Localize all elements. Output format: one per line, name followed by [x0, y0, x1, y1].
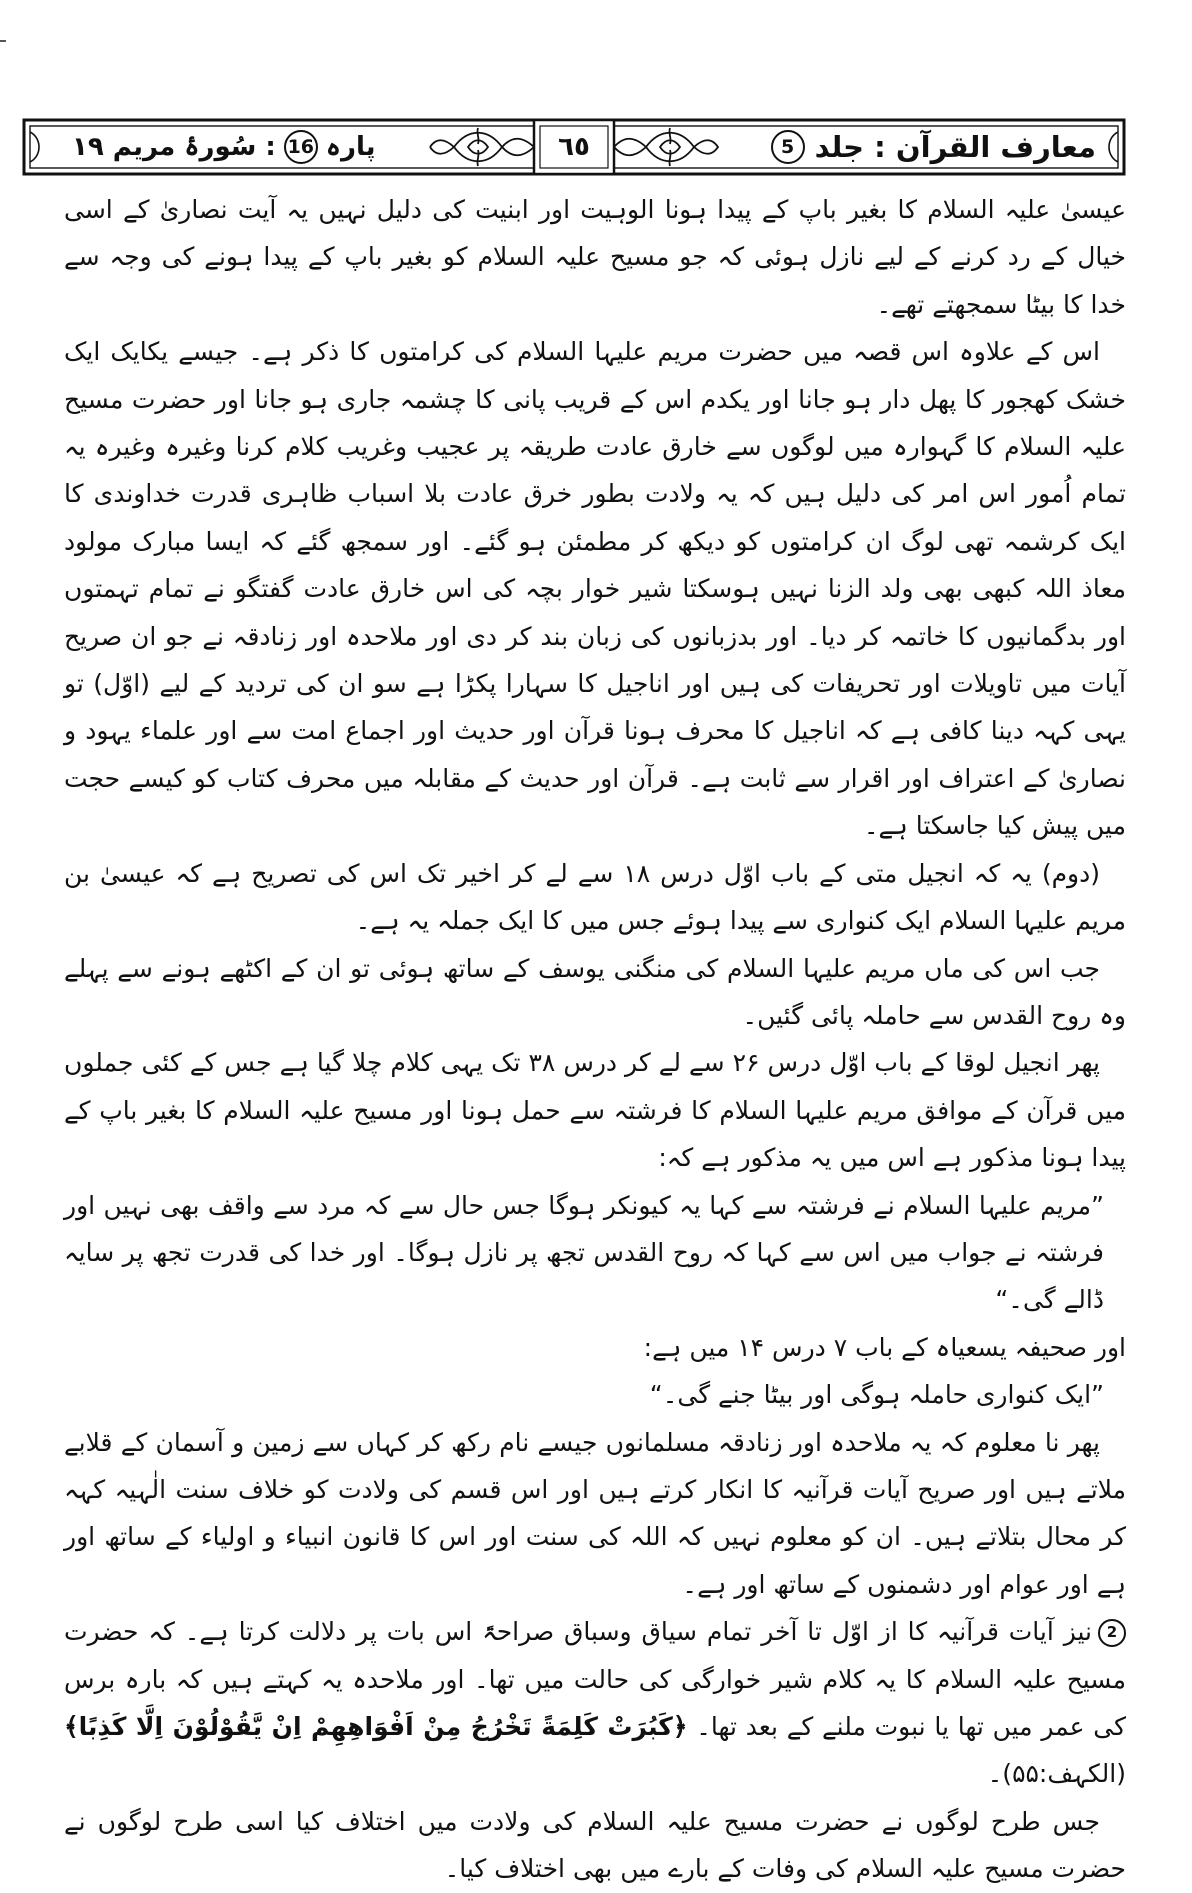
paragraph: پھر انجیل لوقا کے باب اوّل درس ۲۶ سے لے کر درس ۳۸ تک یہی کلام چلا گیا ہے جس کے کئی جملوں میں قرآن کے موافق مریم علیہا السلام کا فرشتہ سے حمل ہونا اور مسیح علیہ السلام کا بغیر باپ کے پیدا ہونا مذکور ہے اس میں یہ مذکور ہے کہ: — [64, 1048, 1126, 1173]
chapter-ref-group — [72, 126, 376, 168]
surah-label: : سُورۂ مریم ۱۹ — [72, 132, 276, 162]
volume-number: 5 — [771, 130, 805, 164]
paragraph: جب اس کی ماں مریم علیہا السلام کی منگنی یوسف کے ساتھ ہوئی تو ان کے اکٹھے ہونے سے پہلے وہ روح القدس سے حاملہ پائی گئیں۔ — [64, 953, 1126, 1030]
paragraph: اور صحیفہ یسعیاہ کے باب ۷ درس ۱۴ میں ہے: — [643, 1332, 1126, 1362]
paragraph: جس طرح لوگوں نے حضرت مسیح علیہ السلام کی ولادت میں اختلاف کیا اسی طرح لوگوں نے حضرت مسیح علیہ السلام کی وفات کے بارے میں بھی اختلاف کیا۔ — [64, 1806, 1126, 1884]
margin-mark — [0, 40, 6, 42]
paragraph: عیسیٰ علیہ السلام کا بغیر باپ کے پیدا ہونا الوہیت اور ابنیت کی دلیل نہیں یہ آیت نصاریٰ کے اسی خیال کے رد کرنے کے لیے نازل ہوئی کہ جو مسیح علیہ السلام کو بغیر باپ کے پیدا ہونے کی وجہ سے خدا کا بیٹا سمجھتے تھے۔ — [64, 195, 1126, 319]
paragraph-text: نیز آیات قرآنیہ کا از اوّل تا آخر تمام سیاق وسباق صراحۃً اس بات پر دلالت کرتا ہے۔ کہ حضرت مسیح علیہ السلام کا یہ کلام شیر خوارگی کی حالت میں تھا۔ اور ملاحدہ یہ کہتے ہیں کہ بارہ برس کی عمر میں تھا یا نبوت ملنے کے بعد تھا۔ — [64, 1617, 1126, 1741]
point-marker: 2 — [1098, 1619, 1126, 1647]
quotation: ”مریم علیہا السلام نے فرشتہ سے کہا یہ کیونکر ہوگا جس حال سے کہ مرد سے واقف بھی نہیں اور فرشتہ نے جواب میں اس سے کہا کہ روح القدس تجھ پر نازل ہوگا۔ اور خدا کی قدرت تجھ پر سایہ ڈالے گی۔“ — [64, 1190, 1104, 1315]
paragraph: (دوم) یہ کہ انجیل متی کے باب اوّل درس ۱۸ سے لے کر اخیر تک اس کی تصریح ہے کہ عیسیٰ بن مریم علیہا السلام ایک کنواری سے پیدا ہوئے جس میں کا ایک جملہ یہ ہے۔ — [64, 858, 1126, 936]
body-text — [64, 186, 1126, 1893]
paragraph: پھر نا معلوم کہ یہ ملاحدہ اور زنادقہ مسلمانوں جیسے نام رکھ کر کہاں سے زمین و آسمان کے قلابے ملاتے ہیں اور صریح آیات قرآنیہ کا انکار کرتے ہیں اور اس قسم کی ولادت کو خلاف سنت الٰہیہ کہہ کر محال بتلاتے ہیں۔ ان کو معلوم نہیں کہ اللہ کی سنت اور اس کا قانون انبیاء و اولیاء کے ساتھ اور ہے اور عوام اور دشمنوں کے ساتھ اور ہے۔ — [64, 1427, 1126, 1599]
paragraph: اس کے علاوہ اس قصہ میں حضرت مریم علیہا السلام کی کرامتوں کا ذکر ہے۔ جیسے یکایک ایک خشک کھجور کا پھل دار ہو جانا اور یکدم اس کے قریب پانی کا چشمہ جاری ہو جانا اور حضرت مسیح علیہ السلام کا گہوارہ میں لوگوں سے خارق عادت طریقہ پر عجیب وغریب کلام کرنا وغیرہ وغیرہ یہ تمام اُمور اس امر کی دلیل ہیں کہ یہ ولادت بطور خرق عادت بلا اسباب ظاہری قدرت خداوندی کا ایک کرشمہ تھی لوگ ان کرامتوں کو دیکھ کر مطمئن ہو گئے۔ اور سمجھ گئے کہ ایسا مبارک مولود معاذ اللہ کبھی بھی ولد الزنا نہیں ہوسکتا شیر خوار بچہ کی اس خارق عادت گفتگو نے تمام تہمتوں اور بدگمانیوں کا خاتمہ کر دیا۔ اور بدزبانوں کی زبان بند کر دی اور ملاحدہ اور زنادقہ نے جو ان صریح آیات میں تاویلات اور تحریفات کی ہیں اور اناجیل کا سہارا پکڑا ہے سو ان کی تردید کے لیے (اوّل) تو یہی کہہ دینا کافی ہے کہ اناجیل کا محرف ہونا قرآن اور حدیث اور اجماع امت سے اور علماء یہود و نصاریٰ کے اعتراف اور اقرار سے ثابت ہے۔ قرآن اور حدیث کے مقابلہ میں محرف کتاب کو کیسے حجت میں پیش کیا جاسکتا ہے۔ — [64, 337, 1126, 841]
book-title: معارف القرآن : جلد — [814, 130, 1096, 164]
page-header — [22, 118, 1126, 176]
paragraph — [64, 1608, 1126, 1798]
para-label: پارہ — [325, 132, 376, 162]
quranic-verse: ﴿كَبُرَتْ كَلِمَةً تَخْرُجُ مِنْ اَفْوَاهِهِمْ اِنْ يَّقُوْلُوْنَ اِلَّا كَذِبًا﴾ — [64, 1712, 688, 1741]
page-number: ٦٥ — [558, 132, 590, 162]
book-title-group — [771, 126, 1096, 168]
para-number: 16 — [284, 130, 318, 164]
verse-reference: (الکہف:۵۵)۔ — [987, 1759, 1126, 1789]
quotation: ”ایک کنواری حاملہ ہوگی اور بیٹا جنے گی۔“ — [649, 1380, 1104, 1410]
